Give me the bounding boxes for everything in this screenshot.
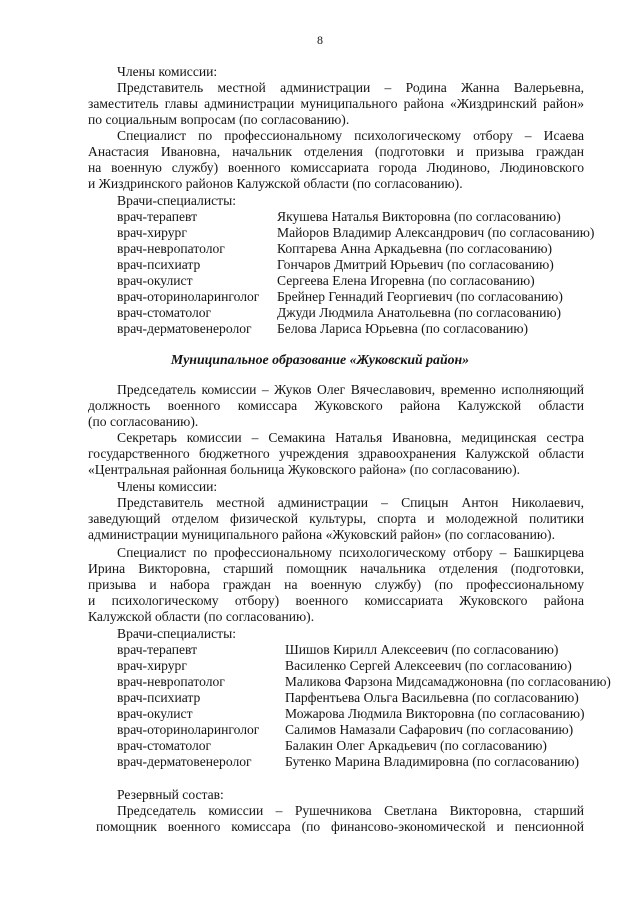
section-heading: Муниципальное образование «Жуковский район» <box>170 352 470 367</box>
psych-specialist-line: и Жиздринского районов Калужской области (по согласованию). <box>88 176 463 191</box>
doctor-role: врач-хирург <box>117 225 187 240</box>
doctor-name: Брейнер Геннадий Георгиевич (по согласованию) <box>277 289 563 304</box>
psych-specialist-line: Ирина Викторовна, старший помощник начальника отделения (подготовки, <box>88 561 584 576</box>
doctor-name: Гончаров Дмитрий Юрьевич (по согласованию) <box>277 257 554 272</box>
doctor-name: Майоров Владимир Александрович (по согласованию) <box>277 225 595 240</box>
admin-rep-line: заместитель главы администрации муниципального района «Жиздринский район» <box>88 96 584 111</box>
doctor-role: врач-невропатолог <box>117 241 225 256</box>
psych-specialist-line: Специалист по профессиональному психологическому отбору – Башкирцева <box>117 545 584 560</box>
doctor-name: Можарова Людмила Викторовна (по согласованию) <box>285 706 585 721</box>
doctor-role: врач-стоматолог <box>117 305 212 320</box>
secretary-line: государственного бюджетного учреждения здравоохранения Калужской области <box>88 446 584 461</box>
secretary-line: «Центральная районная больница Жуковского района» (по согласованию). <box>88 462 521 477</box>
doctor-role: врач-терапевт <box>117 209 198 224</box>
doctor-name: Сергеева Елена Игоревна (по согласованию) <box>277 273 535 288</box>
doctor-role: врач-дерматовенеролог <box>117 321 252 336</box>
doctor-role: врач-оториноларинголог <box>117 722 260 737</box>
doctor-role: врач-оториноларинголог <box>117 289 260 304</box>
chair-line: Председатель комиссии – Жуков Олег Вячеславович, временно исполняющий <box>117 382 584 397</box>
secretary-line: Секретарь комиссии – Семакина Наталья Ивановна, медицинская сестра <box>117 430 584 445</box>
doctor-role: врач-окулист <box>117 706 193 721</box>
psych-specialist-line: на военную службу) военного комиссариата города Людиново, Людиновского <box>88 160 584 175</box>
doctor-name: Белова Лариса Юрьевна (по согласованию) <box>277 321 529 336</box>
doctors-label: Врачи-специалисты: <box>117 193 236 208</box>
doctor-role: врач-стоматолог <box>117 738 212 753</box>
admin-rep-line: администрации муниципального района «Жуковский район» (по согласованию). <box>88 527 555 542</box>
doctor-role: врач-психиатр <box>117 690 201 705</box>
doctor-name: Бутенко Марина Владимировна (по согласованию) <box>285 754 580 769</box>
reserve-label: Резервный состав: <box>117 787 224 802</box>
doctor-name: Шишов Кирилл Алексеевич (по согласованию) <box>285 642 559 657</box>
doctor-name: Якушева Наталья Викторовна (по согласованию) <box>277 209 561 224</box>
doctor-role: врач-терапевт <box>117 642 198 657</box>
doctor-name: Салимов Намазали Сафарович (по согласованию) <box>285 722 574 737</box>
psych-specialist-line: и психологическому отбору) военного комиссариата Жуковского района <box>88 593 584 608</box>
doctor-role: врач-хирург <box>117 658 187 673</box>
chair-line: должность военного комиссара Жуковского района Калужской области <box>88 398 584 413</box>
admin-rep-line: по социальным вопросам (по согласованию). <box>88 112 350 127</box>
doctor-name: Парфентьева Ольга Васильевна (по согласованию) <box>285 690 579 705</box>
reserve-chair-line: Председатель комиссии – Рушечникова Светлана Викторовна, старший <box>117 803 584 818</box>
admin-rep-line: заведующий отделом физической культуры, спорта и молодежной политики <box>88 511 584 526</box>
admin-rep-line: Представитель местной администрации – Спицын Антон Николаевич, <box>117 495 584 510</box>
admin-rep-line: Представитель местной администрации – Родина Жанна Валерьевна, <box>117 80 584 95</box>
psych-specialist-line: призыва и набора граждан на военную службу) (по профессиональному <box>88 577 584 592</box>
members-label: Члены комиссии: <box>117 64 218 79</box>
doctor-name: Маликова Фарзона Мидсамаджоновна (по согласованию) <box>285 674 611 689</box>
members-label: Члены комиссии: <box>117 479 218 494</box>
doctor-role: врач-невропатолог <box>117 674 225 689</box>
doctor-name: Василенко Сергей Алексеевич (по согласованию) <box>285 658 572 673</box>
reserve-chair-line: помощник военного комиссара (по финансово-экономической и пенсионной <box>96 819 584 834</box>
psych-specialist-line: Калужской области (по согласованию). <box>88 609 315 624</box>
doctor-name: Коптарева Анна Аркадьевна (по согласованию) <box>277 241 553 256</box>
doctor-role: врач-дерматовенеролог <box>117 754 252 769</box>
psych-specialist-line: Анастасия Ивановна, начальник отделения (подготовки и призыва граждан <box>88 144 584 159</box>
doctor-name: Балакин Олег Аркадьевич (по согласованию) <box>285 738 547 753</box>
doctor-role: врач-психиатр <box>117 257 201 272</box>
chair-line: (по согласованию). <box>88 414 199 429</box>
page-number: 8 <box>317 33 323 47</box>
doctor-role: врач-окулист <box>117 273 193 288</box>
psych-specialist-line: Специалист по профессиональному психологическому отбору – Исаева <box>117 128 584 143</box>
doctors-label: Врачи-специалисты: <box>117 626 236 641</box>
doctor-name: Джуди Людмила Анатольевна (по согласованию) <box>277 305 562 320</box>
